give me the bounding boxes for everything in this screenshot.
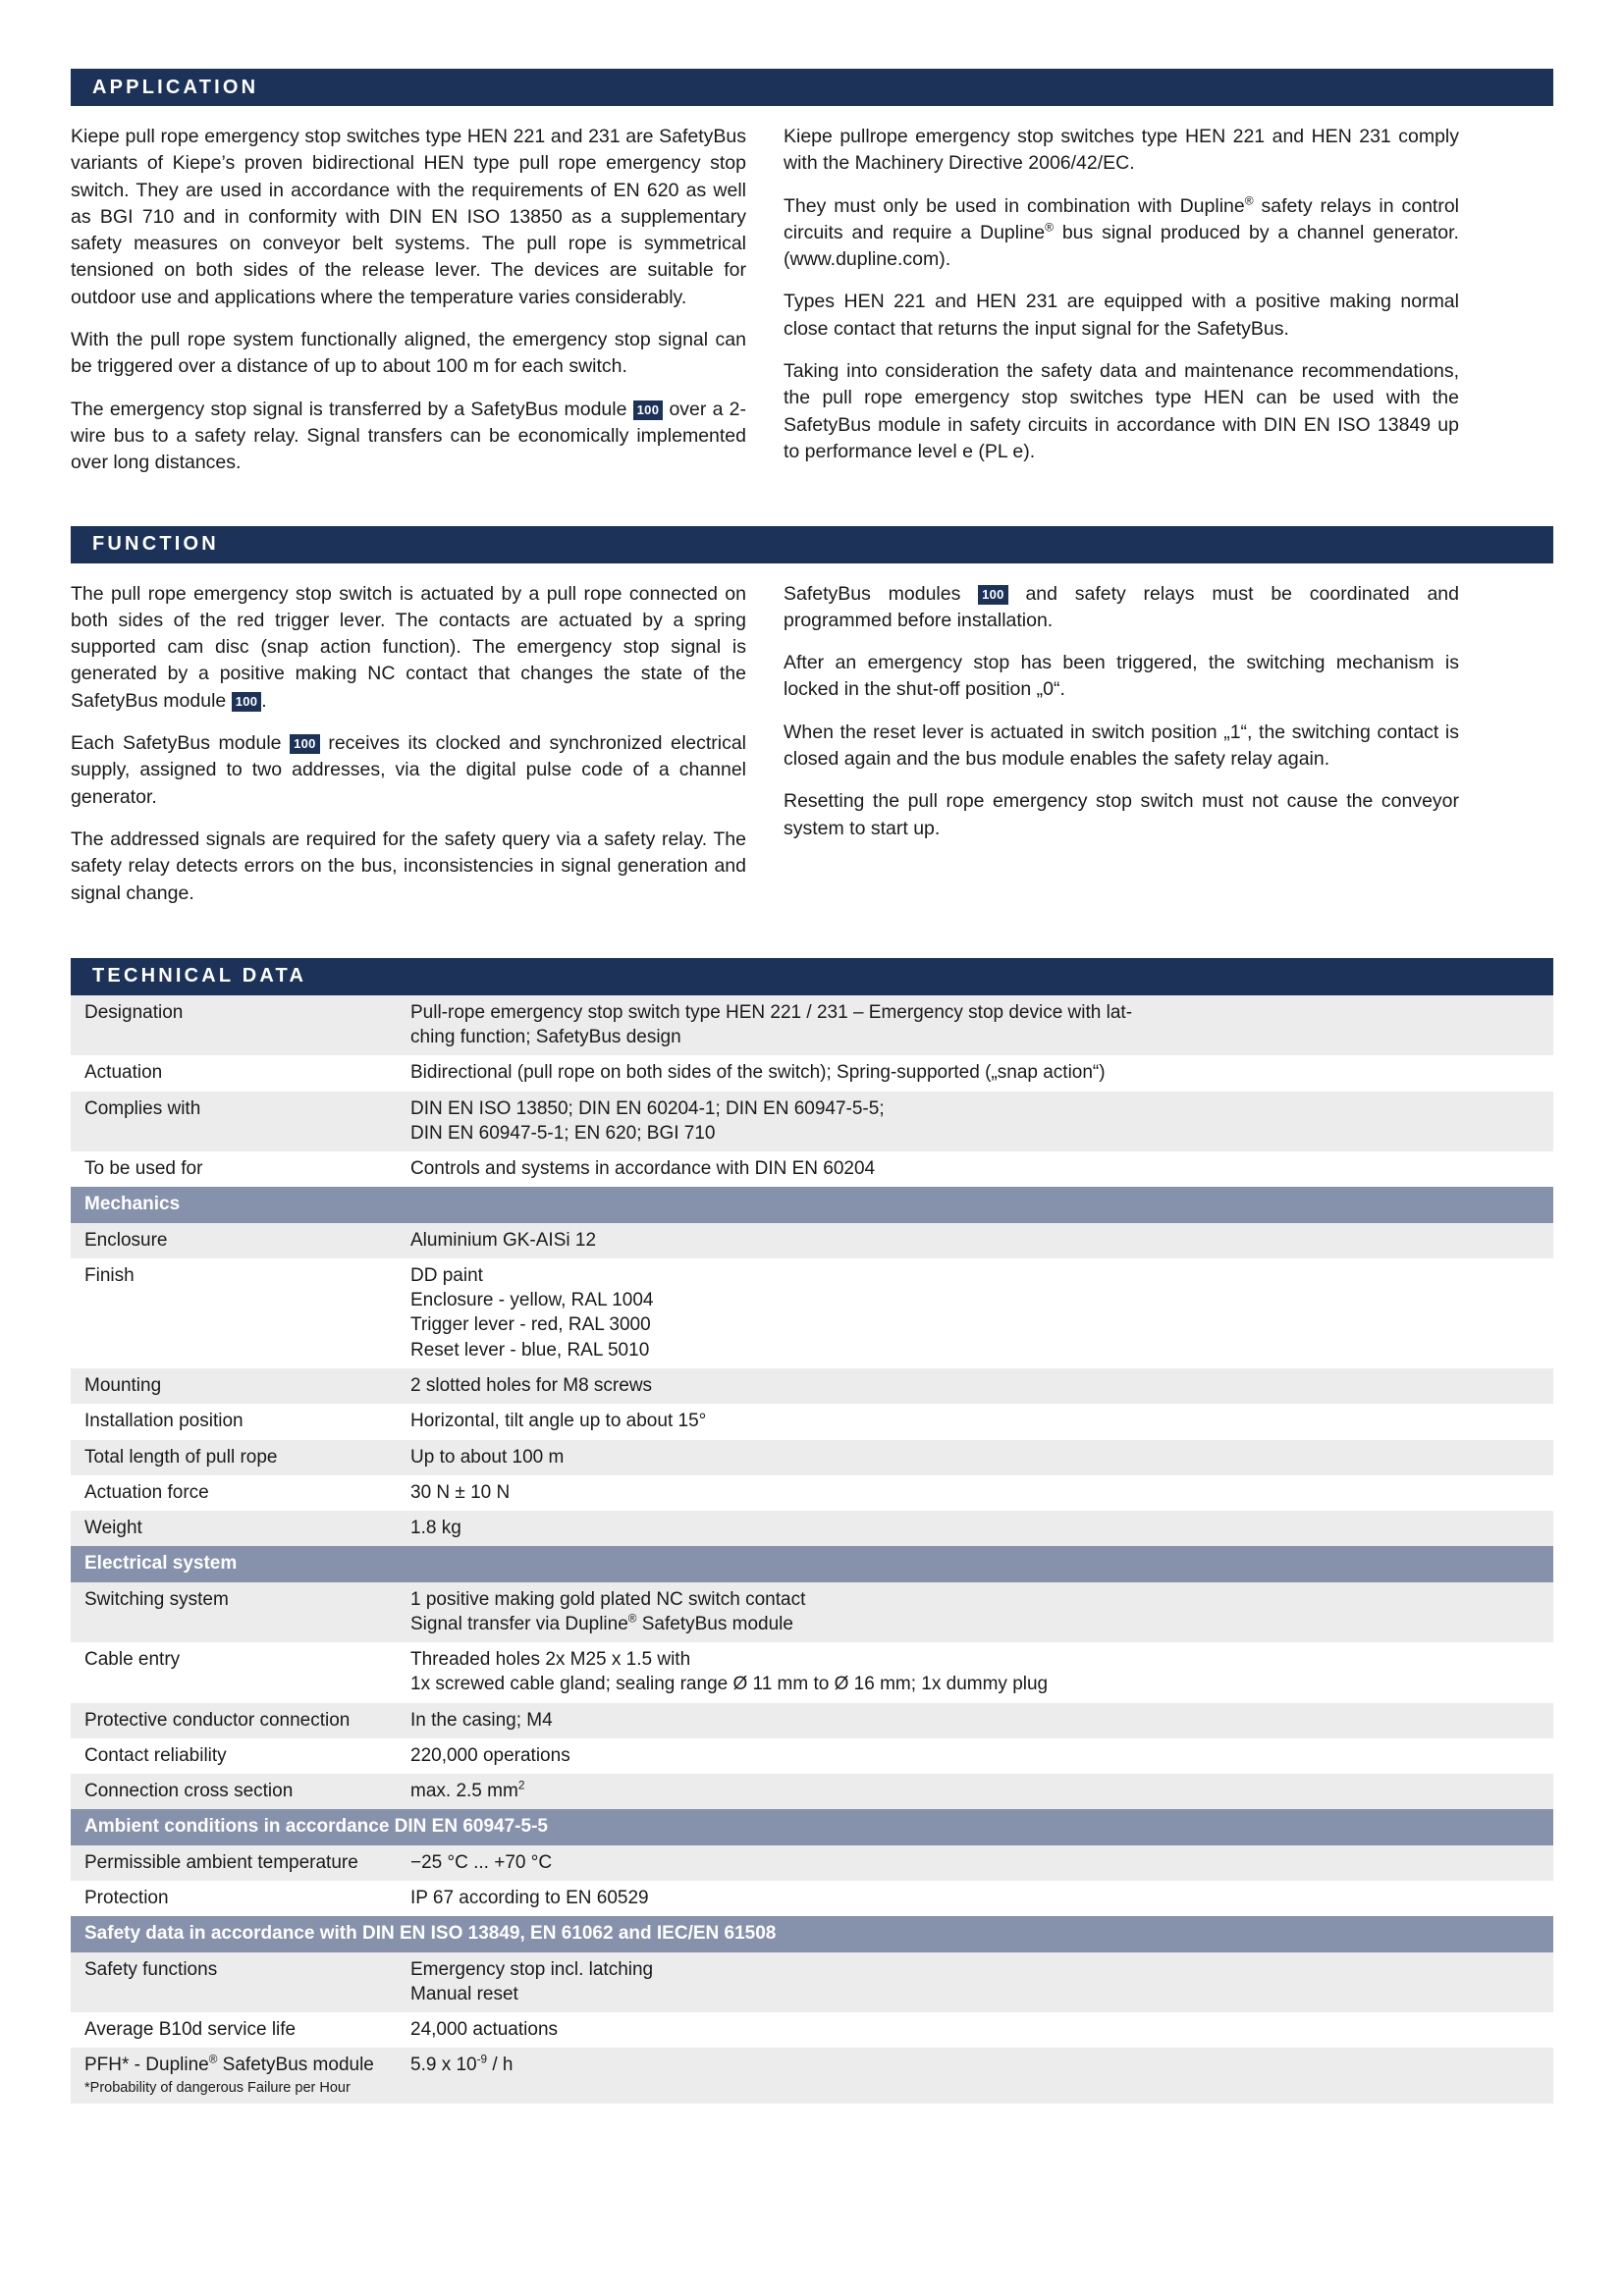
table-cell-key bbox=[71, 995, 397, 1056]
table-key-label: Designation bbox=[84, 1001, 184, 1023]
section-header-function: FUNCTION bbox=[71, 526, 1553, 563]
table-cell-key bbox=[71, 1703, 397, 1738]
table-row bbox=[71, 1642, 1553, 1703]
table-key-label: Total length of pull rope bbox=[84, 1446, 278, 1468]
application-paragraph: With the pull rope system functionally aligned, the emergency stop signal can be triggered over a distance of up to about 100 m for each switch. bbox=[71, 329, 746, 378]
table-cell-value bbox=[397, 2048, 1553, 2104]
table-row bbox=[71, 1223, 1553, 1258]
table-cell-value bbox=[397, 1151, 1553, 1187]
table-key-label: Cable entry bbox=[84, 1649, 181, 1671]
table-value-line: Manual reset bbox=[410, 1983, 518, 2004]
table-row bbox=[71, 1475, 1553, 1511]
table-subheader-label: Ambient conditions in accordance DIN EN 60947-5-5 bbox=[71, 1809, 1553, 1844]
table-value-line: ching function; SafetyBus design bbox=[410, 1027, 681, 1048]
table-value-line: 1.8 kg bbox=[410, 1518, 461, 1539]
application-left-column bbox=[71, 124, 746, 477]
table-cell-key bbox=[71, 1738, 397, 1774]
table-cell-value bbox=[397, 1703, 1553, 1738]
table-value-line: 1 positive making gold plated NC switch contact bbox=[410, 1588, 806, 1610]
application-paragraph-with-badge bbox=[71, 397, 746, 477]
table-value-line: Reset lever - blue, RAL 5010 bbox=[410, 1339, 650, 1361]
section-header-application: APPLICATION bbox=[71, 69, 1553, 106]
table-cell-key bbox=[71, 1881, 397, 1916]
table-row bbox=[71, 1368, 1553, 1404]
table-cell-key bbox=[71, 1582, 397, 1643]
table-key-label: To be used for bbox=[84, 1158, 203, 1180]
function-paragraph: The addressed signals are required for the safety query via a safety relay. The safety relay detects errors on the bus, inconsistencies in signal generation and signal change. bbox=[71, 828, 746, 904]
application-right-column bbox=[784, 124, 1459, 477]
application-badge-pre: The emergency stop signal is transferred by a SafetyBus module bbox=[71, 398, 633, 420]
table-row bbox=[71, 2012, 1553, 2048]
table-key-label: Safety functions bbox=[84, 1958, 218, 1980]
table-cell-value bbox=[397, 1440, 1553, 1475]
table-value-line: Trigger lever - red, RAL 3000 bbox=[410, 1314, 651, 1336]
function-paragraph-with-badge bbox=[71, 581, 746, 715]
table-cell-key bbox=[71, 1845, 397, 1881]
table-row bbox=[71, 1774, 1553, 1809]
table-value-line: −25 °C ... +70 °C bbox=[410, 1851, 553, 1873]
table-key-label: Permissible ambient temperature bbox=[84, 1851, 358, 1873]
table-cell-key bbox=[71, 1092, 397, 1152]
table-key-label: Mounting bbox=[84, 1375, 162, 1397]
application-paragraph: They must only be used in combination with Dupline® safety relays in control circuits and require a Dupline® bus signal produced by a channel generator. (www.dupline.com). bbox=[784, 193, 1460, 271]
table-cell-key bbox=[71, 1258, 397, 1368]
table-row bbox=[71, 1258, 1553, 1368]
table-cell-value bbox=[397, 2012, 1553, 2048]
table-row bbox=[71, 1738, 1553, 1774]
table-cell-key bbox=[71, 1774, 397, 1809]
table-value-line: Emergency stop incl. latching bbox=[410, 1958, 654, 1980]
function-badge-post: . bbox=[261, 689, 267, 712]
function-badge-pre: The pull rope emergency stop switch is actuated by a pull rope connected on both sides of the red trigger lever. The contacts are actuated by a spring supported cam disc (snap action function). The emergency stop signal is generated by a positive making NC contact that changes the state of the SafetyBus module bbox=[71, 582, 746, 712]
table-value-line: max. 2.5 $mm^2$ bbox=[410, 1779, 525, 1802]
safetybus-100-badge: 100 bbox=[978, 585, 1008, 605]
table-cell-value bbox=[397, 1092, 1553, 1152]
table-value-line: DD paint bbox=[410, 1264, 483, 1286]
table-cell-key bbox=[71, 1223, 397, 1258]
table-row bbox=[71, 1511, 1553, 1546]
function-paragraph: Resetting the pull rope emergency stop switch must not cause the conveyor system to start up. bbox=[784, 790, 1459, 839]
table-value-line: Pull-rope emergency stop switch type HEN 221 / 231 – Emergency stop device with lat- bbox=[410, 1001, 1133, 1023]
table-subheader-row bbox=[71, 1916, 1553, 1951]
function-left-column bbox=[71, 581, 746, 907]
table-cell-key bbox=[71, 1475, 397, 1511]
section-header-technical-data: TECHNICAL DATA bbox=[71, 958, 1553, 995]
table-key-label: Switching system bbox=[84, 1588, 229, 1610]
safetybus-100-badge: 100 bbox=[633, 400, 664, 420]
table-key-label: Protection bbox=[84, 1888, 169, 1908]
table-row bbox=[71, 1151, 1553, 1187]
table-row bbox=[71, 1881, 1553, 1916]
function-paragraph: When the reset lever is actuated in switch position „1“, the switching contact is closed again and the bus module enables the safety relay again. bbox=[784, 721, 1459, 771]
table-value-line: 2 slotted holes for M8 screws bbox=[410, 1375, 653, 1397]
table-key-label: Installation position bbox=[84, 1411, 244, 1432]
table-cell-value bbox=[397, 995, 1553, 1056]
application-paragraph: Kiepe pull rope emergency stop switches type HEN 221 and 231 are SafetyBus variants of Kiepe’s proven bidirectional HEN type pull rope emergency stop switch. They are used in accordance with the requirements of EN 620 as well as BGI 710 and in conformity with DIN EN ISO 13850 as a supplementary safety measures on conveyor belt systems. The pull rope is symmetrical tensioned on both sides of the release lever. The devices are suitable for outdoor use and applications where the temperature varies considerably. bbox=[71, 126, 746, 308]
table-cell-key bbox=[71, 1055, 397, 1091]
function-badge-post: and safety relays must be coordinated and programmed before installation. bbox=[784, 582, 1459, 631]
table-cell-value bbox=[397, 1952, 1553, 2013]
function-paragraph: After an emergency stop has been triggered, the switching mechanism is locked in the shut-off position „0“. bbox=[784, 652, 1459, 701]
table-row bbox=[71, 1092, 1553, 1152]
table-cell-key bbox=[71, 1511, 397, 1546]
table-key-label: Connection cross section bbox=[84, 1781, 294, 1802]
table-cell-value bbox=[397, 1845, 1553, 1881]
table-value-line: 5.9 x $10^{-9}$ / h bbox=[410, 2054, 514, 2076]
safetybus-100-badge: 100 bbox=[290, 734, 320, 754]
table-row bbox=[71, 995, 1553, 1056]
table-row bbox=[71, 1952, 1553, 2013]
table-cell-value bbox=[397, 1475, 1553, 1511]
table-value-line: Controls and systems in accordance with DIN EN 60204 bbox=[410, 1158, 876, 1180]
table-key-label: Protective conductor connection bbox=[84, 1709, 351, 1731]
table-row bbox=[71, 1582, 1553, 1643]
table-cell-key bbox=[71, 1404, 397, 1439]
table-cell-key bbox=[71, 1642, 397, 1703]
function-right-column bbox=[784, 581, 1459, 907]
table-key-label: Enclosure bbox=[84, 1229, 168, 1251]
table-cell-value bbox=[397, 1881, 1553, 1916]
table-row bbox=[71, 1703, 1553, 1738]
table-cell-value bbox=[397, 1258, 1553, 1368]
table-key-label: Actuation bbox=[84, 1062, 163, 1084]
table-value-line: In the casing; M4 bbox=[410, 1709, 553, 1731]
table-row bbox=[71, 1845, 1553, 1881]
table-value-line: DIN EN ISO 13850; DIN EN 60204-1; DIN EN 60947-5-5; bbox=[410, 1097, 885, 1119]
function-paragraph-with-badge bbox=[71, 730, 746, 811]
table-cell-key bbox=[71, 2048, 397, 2104]
table-value-line: Bidirectional (pull rope on both sides of the switch); Spring-supported („snap action“) bbox=[410, 1062, 1106, 1084]
table-key-label: Weight bbox=[84, 1518, 142, 1539]
application-badge-post: over a 2-wire bus to a safety relay. Signal transfers can be economically implemented over long distances. bbox=[71, 398, 747, 474]
table-key-label: Actuation force bbox=[84, 1481, 209, 1503]
table-cell-key bbox=[71, 2012, 397, 2048]
table-cell-value bbox=[397, 1223, 1553, 1258]
table-key-label: PFH* - Dupline® SafetyBus module bbox=[84, 2054, 374, 2076]
function-paragraph-with-badge bbox=[784, 581, 1459, 635]
table-row bbox=[71, 2048, 1553, 2104]
table-cell-key bbox=[71, 1952, 397, 2013]
table-cell-value bbox=[397, 1404, 1553, 1439]
application-paragraph: Taking into consideration the safety data and maintenance recommendations, the pull rope emergency stop switches type HEN can be used with the SafetyBus module in safety circuits in accordance with DIN EN ISO 13849 up to performance level e (PL e). bbox=[784, 360, 1459, 462]
table-value-line: Enclosure - yellow, RAL 1004 bbox=[410, 1290, 654, 1311]
table-value-line: 220,000 operations bbox=[410, 1744, 570, 1766]
application-paragraph: Types HEN 221 and HEN 231 are equipped with a positive making normal close contact that returns the input signal for the SafetyBus. bbox=[784, 291, 1459, 340]
table-cell-key bbox=[71, 1440, 397, 1475]
table-cell-value bbox=[397, 1582, 1553, 1643]
table-subheader-row bbox=[71, 1809, 1553, 1844]
table-cell-key bbox=[71, 1151, 397, 1187]
table-subheader-label: Mechanics bbox=[71, 1187, 1553, 1222]
table-subheader-label: Electrical system bbox=[71, 1546, 1553, 1581]
table-row bbox=[71, 1404, 1553, 1439]
function-columns bbox=[71, 581, 1553, 907]
table-cell-value bbox=[397, 1368, 1553, 1404]
table-subheader-row bbox=[71, 1187, 1553, 1222]
table-cell-value bbox=[397, 1642, 1553, 1703]
table-subheader-label: Safety data in accordance with DIN EN ISO 13849, EN 61062 and IEC/EN 61508 bbox=[71, 1916, 1553, 1951]
table-value-line: 24,000 actuations bbox=[410, 2019, 559, 2041]
table-value-line: Threaded holes 2x M25 x 1.5 with bbox=[410, 1649, 691, 1671]
table-key-label: Complies with bbox=[84, 1097, 201, 1119]
table-cell-value bbox=[397, 1738, 1553, 1774]
table-cell-key bbox=[71, 1368, 397, 1404]
function-badge-post: receives its clocked and synchronized electrical supply, assigned to two addresses, via the digital pulse code of a channel generator. bbox=[71, 732, 746, 808]
table-value-line: DIN EN 60947-5-1; EN 620; BGI 710 bbox=[410, 1122, 716, 1144]
application-paragraph: Kiepe pullrope emergency stop switches type HEN 221 and HEN 231 comply with the Machinery Directive 2006/42/EC. bbox=[784, 126, 1459, 175]
function-badge-pre: Each SafetyBus module bbox=[71, 732, 291, 755]
table-cell-value bbox=[397, 1511, 1553, 1546]
table-cell-value bbox=[397, 1774, 1553, 1809]
technical-data-table bbox=[71, 995, 1553, 2104]
table-key-label: Contact reliability bbox=[84, 1744, 227, 1766]
table-key-footnote: *Probability of dangerous Failure per Hour bbox=[84, 2079, 351, 2096]
table-value-line: Aluminium GK-AISi 12 bbox=[410, 1229, 597, 1251]
table-subheader-row bbox=[71, 1546, 1553, 1581]
table-value-line: 1x screwed cable gland; sealing range Ø 11 mm to Ø 16 mm; 1x dummy plug bbox=[410, 1674, 1049, 1695]
table-row bbox=[71, 1055, 1553, 1091]
table-row bbox=[71, 1440, 1553, 1475]
safetybus-100-badge: 100 bbox=[232, 692, 262, 712]
table-key-label: Average B10d service life bbox=[84, 2019, 297, 2041]
table-cell-value bbox=[397, 1055, 1553, 1091]
table-value-line: IP 67 according to EN 60529 bbox=[410, 1888, 649, 1908]
table-value-line: Signal transfer via Dupline® SafetyBus module bbox=[410, 1612, 793, 1634]
table-key-label: Finish bbox=[84, 1264, 135, 1286]
function-badge-pre: SafetyBus modules bbox=[784, 582, 979, 605]
table-value-line: Up to about 100 m bbox=[410, 1446, 565, 1468]
table-value-line: 30 N ± 10 N bbox=[410, 1481, 511, 1503]
application-columns bbox=[71, 124, 1553, 477]
table-value-line: Horizontal, tilt angle up to about 15° bbox=[410, 1411, 707, 1432]
